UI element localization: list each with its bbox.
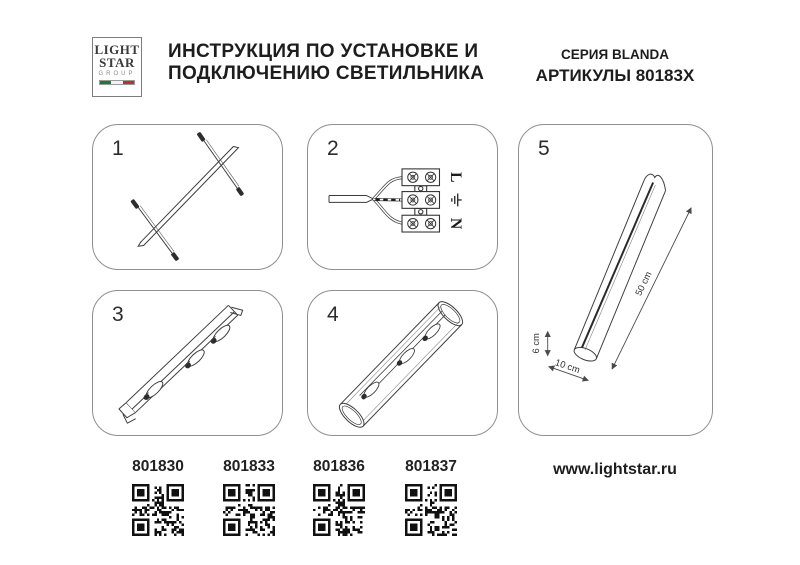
qr-code	[132, 484, 184, 536]
step-number-4: 4	[327, 303, 339, 326]
flag-white-stripe	[111, 81, 122, 84]
series-info	[525, 47, 705, 86]
page-title-line1: ИНСТРУКЦИЯ ПО УСТАНОВКЕ И	[168, 41, 479, 62]
length-dimension-label: 50 cm	[632, 269, 654, 298]
step5-dimensions-drawing	[519, 125, 712, 435]
logo-word-star: STAR	[99, 55, 135, 70]
earth-ground-icon	[452, 194, 462, 207]
qr-code	[405, 484, 457, 536]
wires	[373, 178, 402, 223]
step1-mounting-bar-drawing	[93, 125, 282, 269]
line-terminal-label: L	[446, 172, 464, 183]
website-url: www.lightstar.ru	[553, 461, 677, 478]
lightstar-logo	[92, 37, 142, 97]
flag-green-stripe	[100, 81, 111, 84]
width-dimension-label: 10 cm	[553, 356, 582, 376]
article-column	[297, 458, 381, 536]
dimension-arrows	[548, 208, 692, 381]
article-column	[207, 458, 291, 536]
page-title	[168, 41, 484, 85]
italian-flag-icon	[99, 80, 135, 85]
article-number: 801830	[132, 458, 184, 475]
step-panel-5	[518, 124, 713, 436]
article-number: 801833	[223, 458, 275, 475]
step-panel-4	[307, 290, 498, 436]
series-name: СЕРИЯ BLANDA	[561, 47, 669, 62]
page-title-line2: ПОДКЛЮЧЕНИЮ СВЕТИЛЬНИКА	[168, 63, 485, 84]
flag-red-stripe	[123, 81, 134, 84]
articles-label: АРТИКУЛЫ 80183X	[535, 66, 695, 85]
qr-code	[223, 484, 275, 536]
article-column	[116, 458, 200, 536]
neutral-terminal-label: N	[446, 217, 464, 230]
logo-word-group: GROUP	[98, 71, 136, 77]
qr-code	[313, 484, 365, 536]
height-dimension-label: 6 cm	[529, 333, 541, 354]
step3-fixture-base-drawing	[93, 291, 282, 435]
article-number: 801837	[405, 458, 457, 475]
step-number-5: 5	[538, 137, 550, 160]
lamp-bulbs	[144, 323, 233, 400]
step-number-1: 1	[112, 137, 124, 160]
step-panel-2	[307, 124, 498, 270]
logo-word-light: LIGHT	[94, 42, 140, 57]
article-column	[389, 458, 473, 536]
step-number-3: 3	[112, 303, 124, 326]
step-panel-3	[92, 290, 283, 436]
step-panel-1	[92, 124, 283, 270]
article-number: 801836	[313, 458, 365, 475]
step4-diffuser-tube-drawing	[308, 291, 497, 435]
step-number-2: 2	[327, 137, 339, 160]
step2-wiring-drawing	[308, 125, 497, 269]
